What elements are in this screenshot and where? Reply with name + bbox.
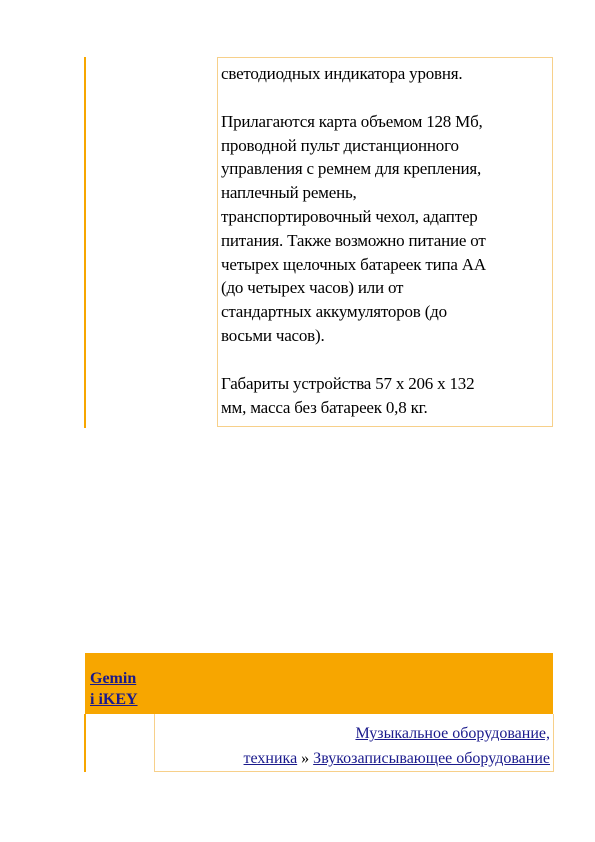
breadcrumb-category-link-cont[interactable]: техника: [243, 750, 298, 767]
breadcrumb-subcategory-link[interactable]: Звукозаписывающее оборудование: [313, 750, 550, 767]
product-description: [221, 62, 551, 443]
breadcrumb: [150, 721, 550, 771]
orange-left-rule: [84, 714, 86, 772]
breadcrumb-category-link[interactable]: Музыкальное оборудование,: [355, 725, 550, 742]
description-paragraph: Габариты устройства 57 x 206 x 132 мм, масса без батареек 0,8 кг.: [221, 373, 475, 417]
description-paragraph: Прилагаются карта объемом 128 Мб, проводной пульт дистанционного управления с ремнем для крепления, наплечный ремень, транспортировочный чехол, адаптер питания. Также возможно питание от четырех щелочных батареек типа АА (до четырех часов) или от стандартных аккумуляторов (до восьми часов).: [221, 111, 486, 345]
orange-left-rule: [84, 57, 86, 428]
product-header-bar: [85, 653, 553, 714]
breadcrumb-separator: »: [297, 750, 314, 767]
product-name-link[interactable]: Gemin i iKEY: [90, 670, 138, 708]
description-paragraph: светодиодных индикатора уровня.: [221, 64, 463, 83]
